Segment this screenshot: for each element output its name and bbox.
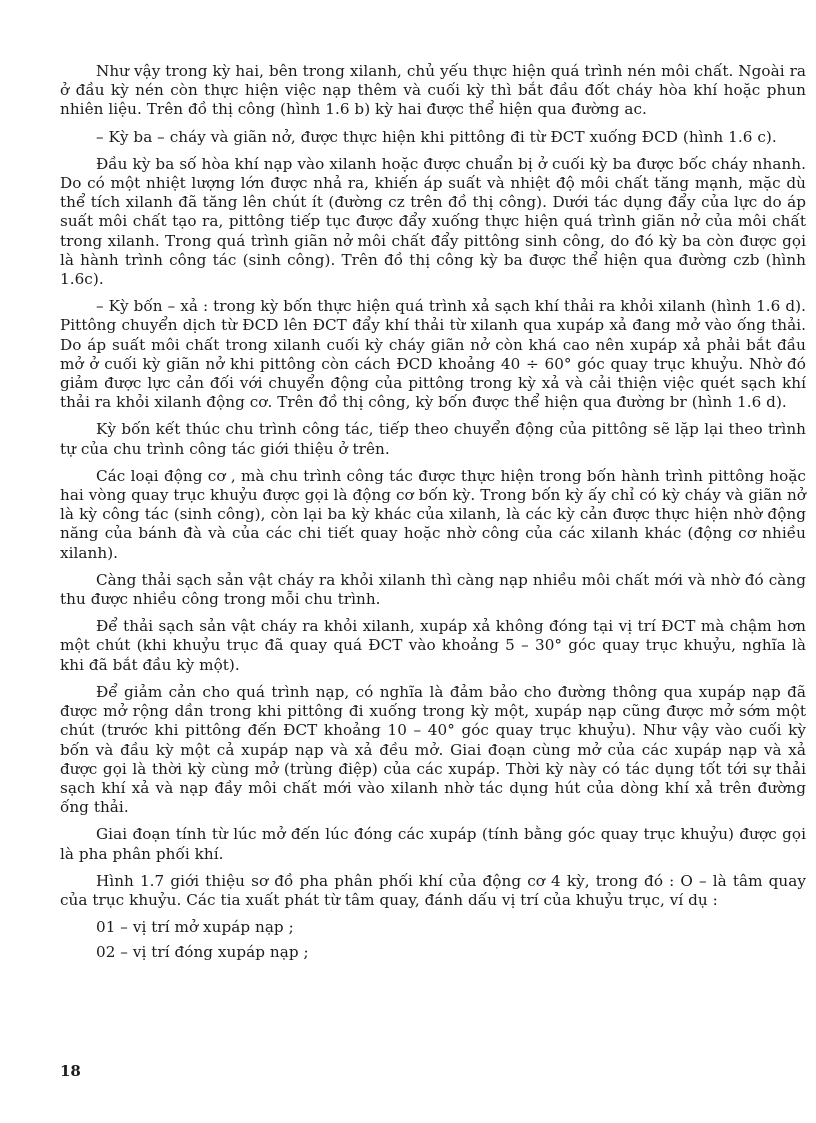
list-item: 02 – vị trí đóng xupáp nạp ; <box>96 943 309 962</box>
paragraph: Để giảm cản cho quá trình nạp, có nghĩa là đảm bảo cho đường thông qua xupáp nạp đã được mở rộng dần trong khi pittông đi xuống trong kỳ một, xupáp nạp cũng được mở sớm một chút (trước khi pittông đến ĐCT khoảng 10 – 40° góc quay trục khuỷu). Như vậy vào cuối kỳ bốn và đầu kỳ một cả xupáp nạp và xả đều mở. Giai đoạn cùng mở của các xupáp nạp và xả được gọi là thời kỳ cùng mở (trùng điệp) của các xupáp. Thời kỳ này có tác dụng tốt tới sự thải sạch khí xả và nạp đầy môi chất mới vào xilanh nhờ tác dụng hút của dòng khí xả trên đường ống thải. <box>60 682 806 817</box>
paragraph: Để thải sạch sản vật cháy ra khỏi xilanh, xupáp xả không đóng tại vị trí ĐCT mà chậm hơn một chút (khi khuỷu trục đã quay quá ĐCT vào khoảng 5 – 30° góc quay trục khuỷu, nghĩa là khi đã bắt đầu kỳ một). <box>60 617 806 674</box>
list-item: 01 – vị trí mở xupáp nạp ; <box>96 918 294 937</box>
paragraph: – Kỳ ba – cháy và giãn nở, được thực hiện khi pittông đi từ ĐCT xuống ĐCD (hình 1.6 c). <box>96 127 777 146</box>
paragraph: Các loại động cơ , mà chu trình công tác được thực hiện trong bốn hành trình pittông hoặc hai vòng quay trục khuỷu được gọi là động cơ bốn kỳ. Trong bốn kỳ ấy chỉ có kỳ cháy và giãn nở là kỳ công tác (sinh công), còn lại ba kỳ khác của xilanh, là các kỳ cản được thực hiện nhờ động năng của bánh đà và của các chi tiết quay hoặc nhờ công của các xilanh khác (động cơ nhiều xilanh). <box>60 466 806 562</box>
page-body <box>60 62 806 969</box>
page-number: 18 <box>60 1062 81 1080</box>
paragraph: Như vậy trong kỳ hai, bên trong xilanh, chủ yếu thực hiện quá trình nén môi chất. Ngoài ra ở đầu kỳ nén còn thực hiện việc nạp thêm và cuối kỳ thì bắt đầu đốt cháy hòa khí hoặc phun nhiên liệu. Trên đồ thị công (hình 1.6 b) kỳ hai được thể hiện qua đường ac. <box>60 62 806 119</box>
paragraph: Kỳ bốn kết thúc chu trình công tác, tiếp theo chuyển động của pittông sẽ lặp lại theo trình tự của chu trình công tác giới thiệu ở trên. <box>60 420 806 458</box>
paragraph: – Kỳ bốn – xả : trong kỳ bốn thực hiện quá trình xả sạch khí thải ra khỏi xilanh (hình 1.6 d). Pittông chuyển dịch từ ĐCD lên ĐCT đẩy khí thải từ xilanh qua xupáp xả đang mở vào ống thải. Do áp suất môi chất trong xilanh cuối kỳ cháy giãn nở còn khá cao nên xupáp xả phải bắt đầu mở ở cuối kỳ giãn nở khi pittông còn cách ĐCD khoảng 40 ÷ 60° góc quay trục khuỷu. Nhờ đó giảm được lực cản đối với chuyển động của pittông trong kỳ xả và cải thiện việc quét sạch khí thải ra khỏi xilanh động cơ. Trên đồ thị công, kỳ bốn được thể hiện qua đường br (hình 1.6 d). <box>60 297 806 412</box>
paragraph: Hình 1.7 giới thiệu sơ đồ pha phân phối khí của động cơ 4 kỳ, trong đó : O – là tâm quay của trục khuỷu. Các tia xuất phát từ tâm quay, đánh dấu vị trí của khuỷu trục, ví dụ : <box>60 871 806 909</box>
paragraph: Đầu kỳ ba số hòa khí nạp vào xilanh hoặc được chuẩn bị ở cuối kỳ ba được bốc cháy nhanh. Do có một nhiệt lượng lớn được nhả ra, khiến áp suất và nhiệt độ môi chất tăng mạnh, mặc dù thể tích xilanh đã tăng lên chút ít (đường cz trên đồ thị công). Dưới tác dụng đẩy của lực do áp suất môi chất tạo ra, pittông tiếp tục được đẩy xuống thực hiện quá trình giãn nở của môi chất trong xilanh. Trong quá trình giãn nở môi chất đẩy pittông sinh công, do đó kỳ ba còn được gọi là hành trình công tác (sinh công). Trên đồ thị công kỳ ba được thể hiện qua đường czb (hình 1.6c). <box>60 154 806 289</box>
paragraph: Càng thải sạch sản vật cháy ra khỏi xilanh thì càng nạp nhiều môi chất mới và nhờ đó càng thu được nhiều công trong mỗi chu trình. <box>60 570 806 609</box>
paragraph: Giai đoạn tính từ lúc mở đến lúc đóng các xupáp (tính bằng góc quay trục khuỷu) được gọi là pha phân phối khí. <box>60 825 806 863</box>
